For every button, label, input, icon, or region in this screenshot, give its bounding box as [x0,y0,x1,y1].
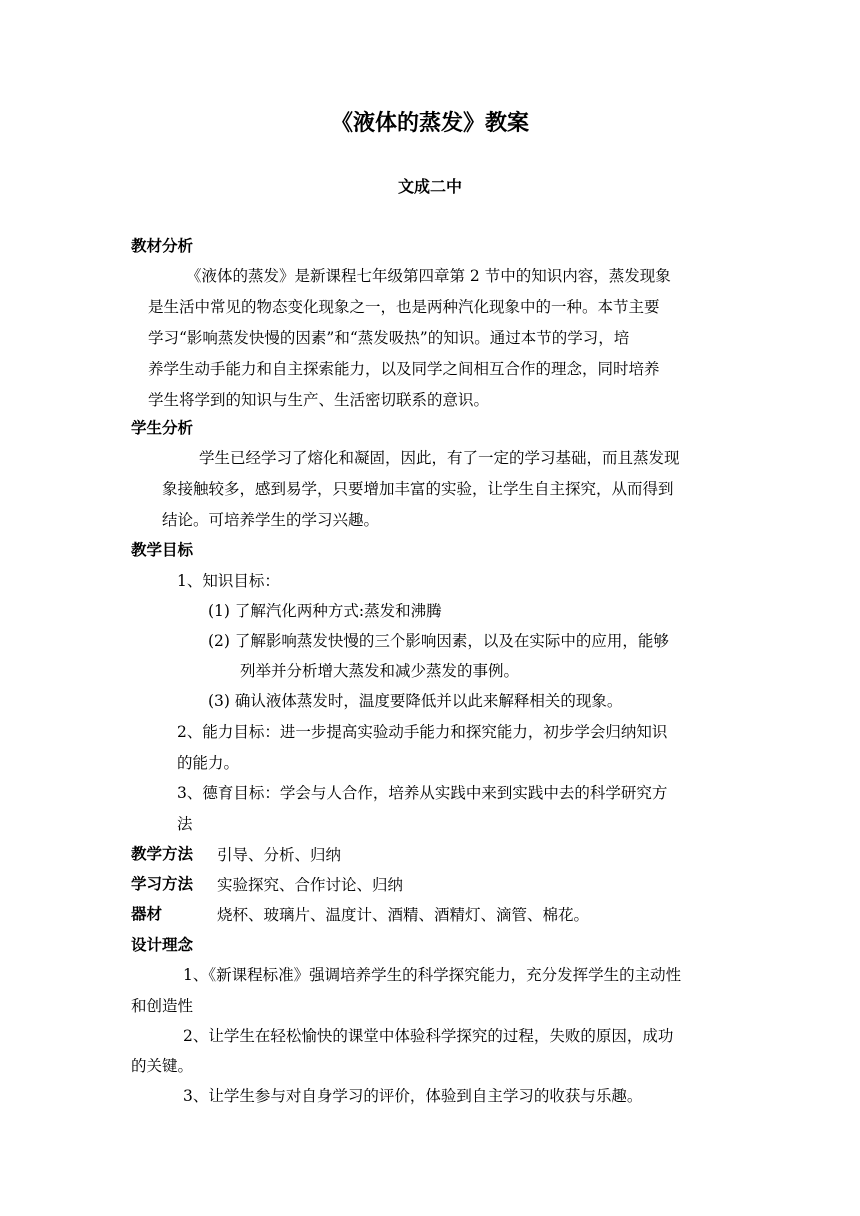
material-line-2: 是生活中常见的物态变化现象之一，也是两种汽化现象中的一种。本节主要 [148,298,660,316]
material-line-4: 养学生动手能力和自主探索能力，以及同学之间相互合作的理念，同时培养 [148,360,660,378]
document-title: 《液体的蒸发》教案 [330,111,529,136]
method-text: 引导、分析、归纳 [217,846,342,864]
ability-goal: 2、能力目标：进一步提高实验动手能力和探究能力，初步学会归纳知识 [177,723,668,741]
equipment-label: 器材 [131,905,163,923]
method-label: 教学方法 [131,845,194,863]
equipment-text: 烧杯、玻璃片、温度计、酒精、酒精灯、滴管、棉花。 [217,906,590,924]
learning-label: 学习方法 [131,875,194,893]
student-line-1: 学生已经学习了熔化和凝固，因此，有了一定的学习基础，而且蒸发现 [199,449,680,467]
student-line-2: 象接触较多，感到易学，只要增加丰富的实验，让学生自主探究，从而得到 [162,480,674,498]
learning-text: 实验探究、合作讨论、归纳 [217,876,404,894]
knowledge-item-2: (2) 了解影响蒸发快慢的三个影响因素，以及在实际中的应用，能够 [208,632,669,650]
design-point-1: 1、《新课程标准》强调培养学生的科学探究能力，充分发挥学生的主动性 [183,966,682,984]
material-line-1: 《液体的蒸发》是新课程七年级第四章第 2 节中的知识内容，蒸发现象 [186,267,671,285]
section-heading-design: 设计理念 [131,936,194,954]
school-name: 文成二中 [397,177,462,196]
knowledge-item-3: (3) 确认液体蒸发时，温度要降低并以此来解释相关的现象。 [208,692,623,710]
knowledge-goal-label: 1、知识目标： [177,572,280,590]
section-heading-material: 教材分析 [131,237,194,255]
material-line-3: 学习“影响蒸发快慢的因素”和“蒸发吸热”的知识。通过本节的学习，培 [148,329,630,347]
moral-goal: 3、德育目标：学会与人合作，培养从实践中来到实践中去的科学研究方 [177,784,668,802]
design-point-2: 2、让学生在轻松愉快的课堂中体验科学探究的过程，失败的原因，成功 [183,1027,674,1045]
section-heading-goals: 教学目标 [131,541,194,559]
material-line-5: 学生将学到的知识与生产、生活密切联系的意识。 [148,391,490,409]
design-point-1-cont: 和创造性 [131,997,194,1015]
design-point-3: 3、让学生参与对自身学习的评价，体验到自主学习的收获与乐趣。 [183,1087,643,1105]
ability-goal-cont: 的能力。 [177,754,240,772]
student-line-3: 结论。可培养学生的学习兴趣。 [162,511,380,529]
knowledge-item-2-cont: 列举并分析增大蒸发和减少蒸发的事例。 [240,662,520,680]
section-heading-student: 学生分析 [131,419,194,437]
moral-goal-cont: 法 [177,815,193,833]
knowledge-item-1: (1) 了解汽化两种方式:蒸发和沸腾 [208,602,442,620]
design-point-2-cont: 的关键。 [131,1057,194,1075]
